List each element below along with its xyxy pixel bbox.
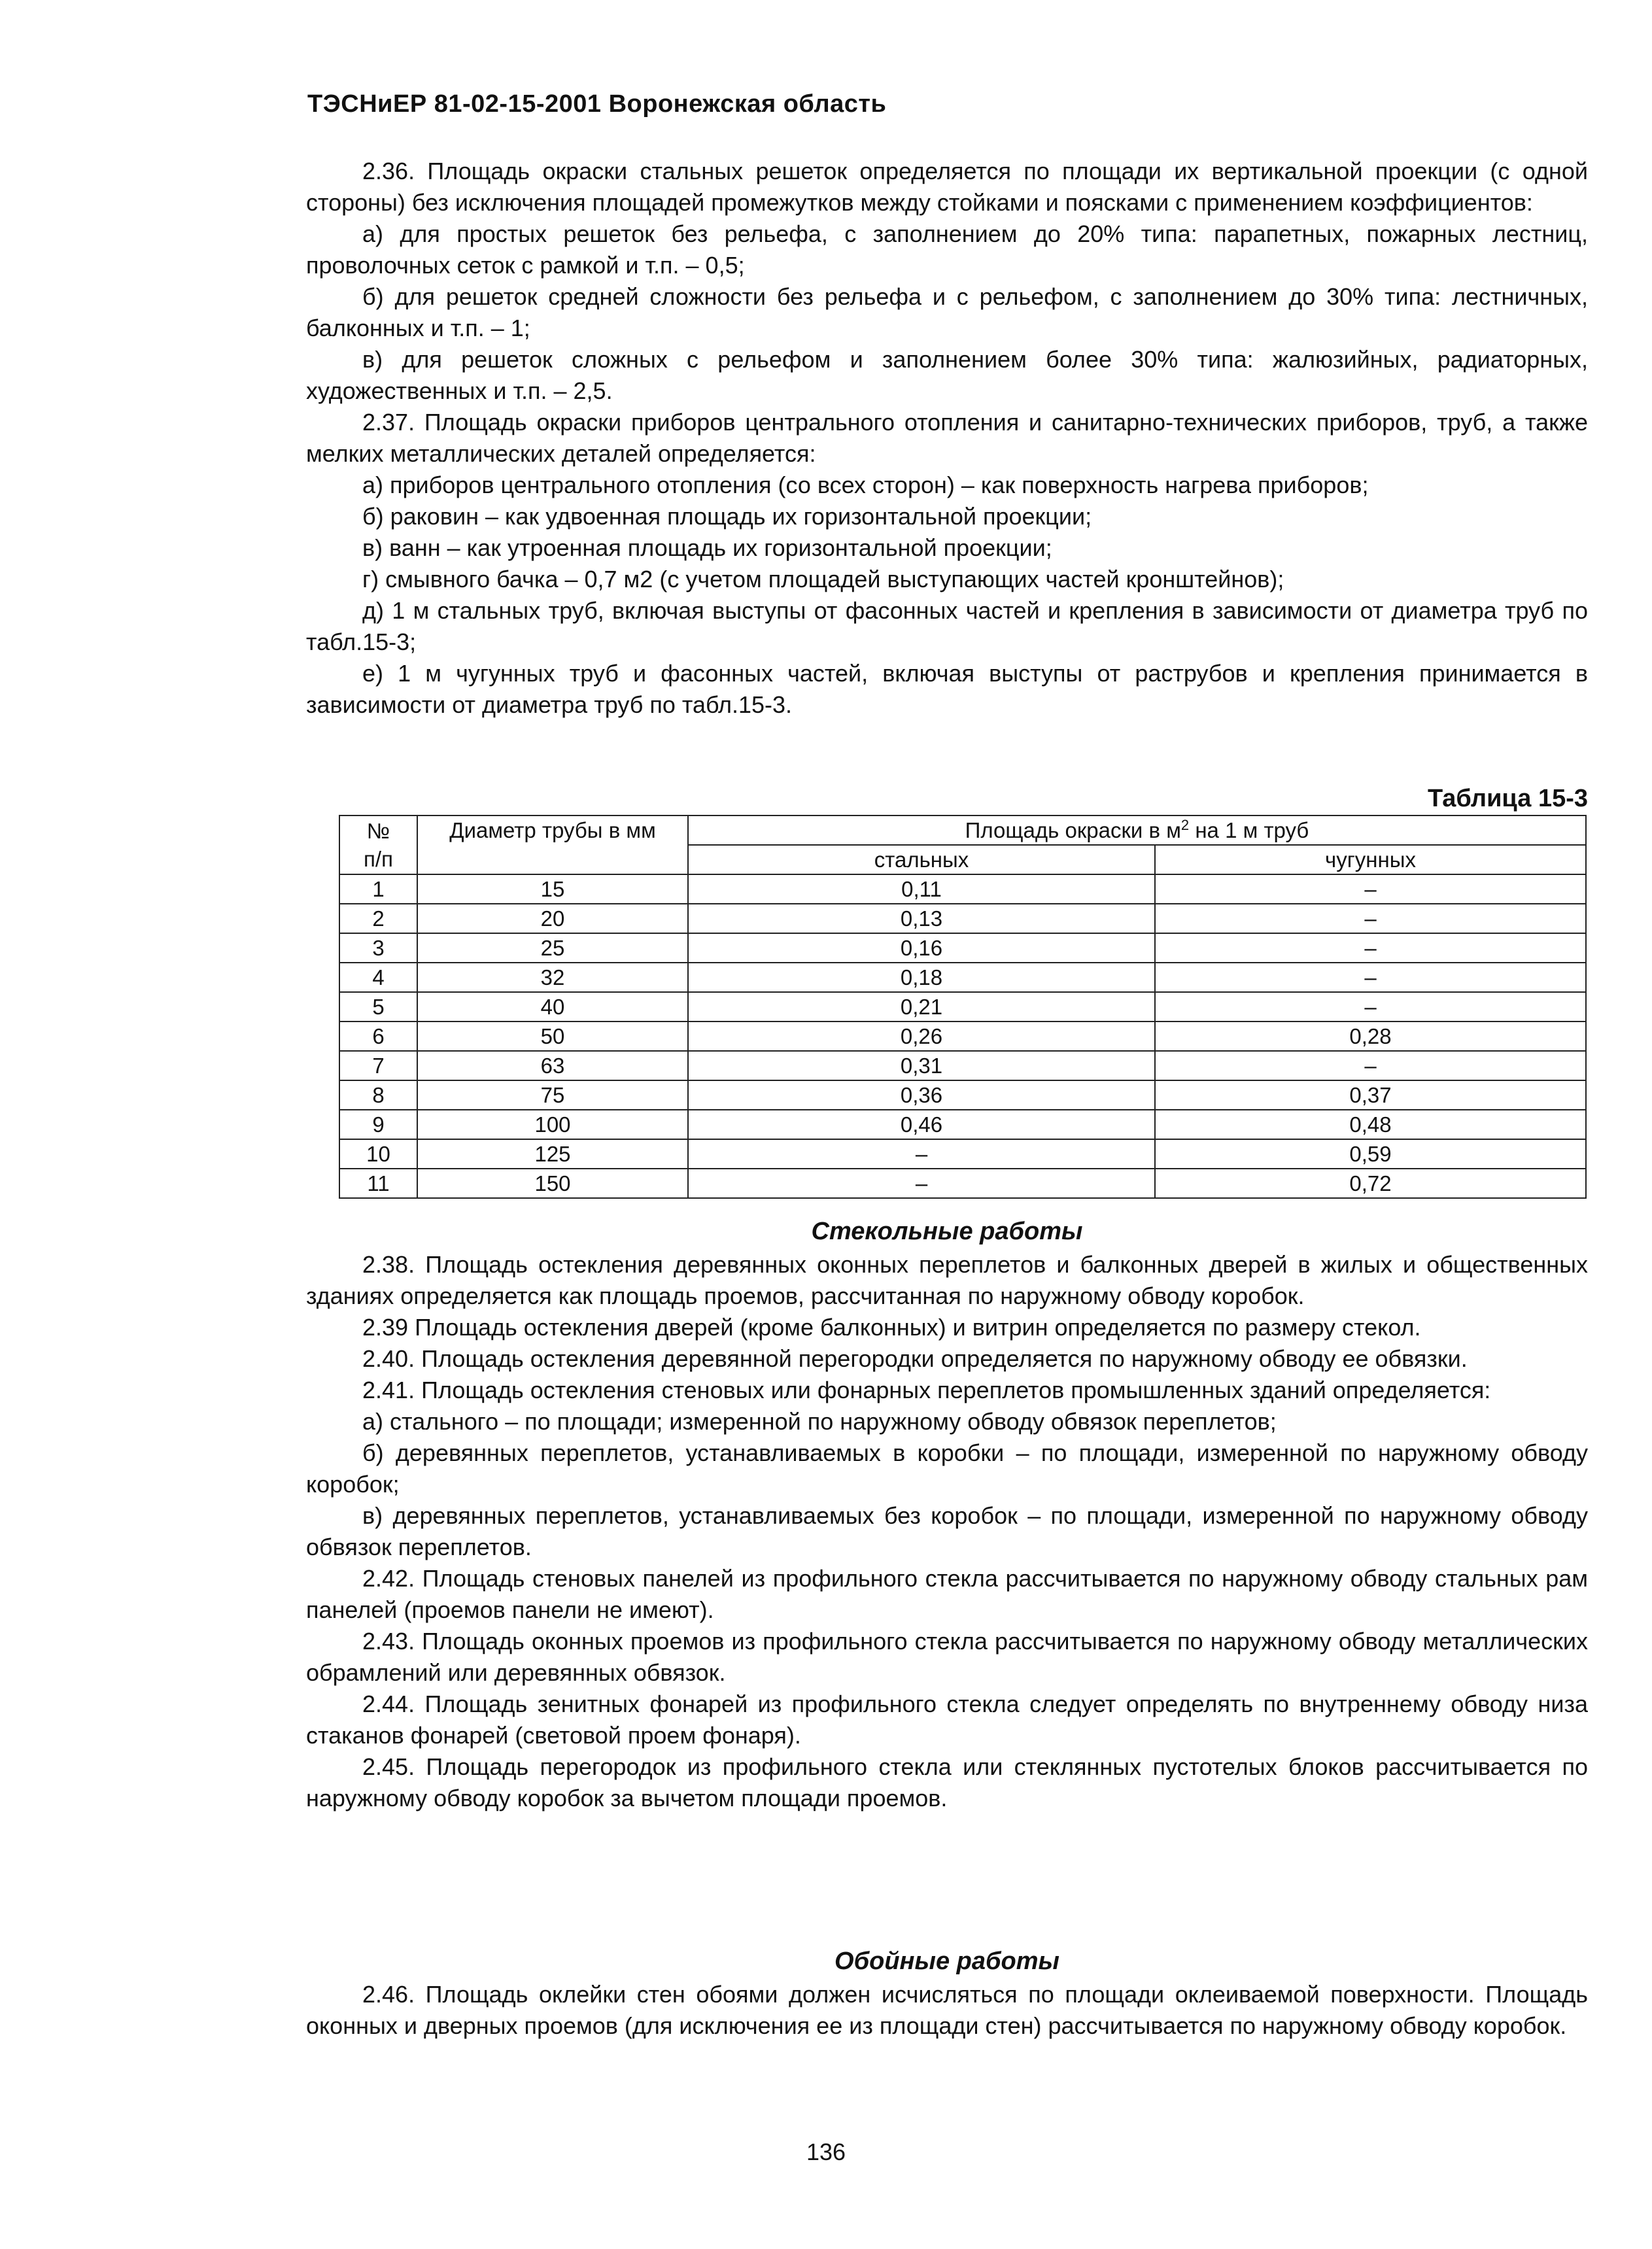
row-number-cell: 1 bbox=[339, 874, 417, 904]
paragraph-2-41-v: в) деревянных переплетов, устанавливаемых без коробок – по площади, измеренной по наружному обводу обвязок переплетов. bbox=[306, 1502, 1588, 1560]
header-diameter: Диаметр трубы в мм bbox=[417, 815, 688, 874]
diameter-cell: 50 bbox=[417, 1021, 688, 1051]
wallpaper-section-text bbox=[306, 1979, 1588, 2042]
cast-iron-area-cell: – bbox=[1155, 1051, 1586, 1080]
running-header: ТЭСНиЕР 81-02-15-2001 Воронежская область bbox=[307, 90, 887, 118]
glass-section-title: Стекольные работы bbox=[811, 1218, 1083, 1245]
paragraph-2-42: 2.42. Площадь стеновых панелей из профильного стекла рассчитывается по наружному обводу стальных рам панелей (проемов панели не имеют). bbox=[306, 1565, 1588, 1623]
cast-iron-area-cell: – bbox=[1155, 963, 1586, 992]
paragraph-2-45: 2.45. Площадь перегородок из профильного стекла или стеклянных пустотелых блоков рассчитывается по наружному обводу коробок за вычетом площади проемов. bbox=[306, 1753, 1588, 1811]
steel-area-cell: 0,46 bbox=[688, 1110, 1155, 1139]
table-row bbox=[339, 1139, 1586, 1169]
wallpaper-section-title: Обойные работы bbox=[835, 1948, 1059, 1975]
steel-area-cell: 0,31 bbox=[688, 1051, 1155, 1080]
header-num-line2: п/п bbox=[364, 847, 393, 871]
paragraph-2-37: 2.37. Площадь окраски приборов центрального отопления и санитарно-технических приборов, труб, а также мелких металлических деталей определяется: bbox=[306, 409, 1588, 467]
diameter-cell: 150 bbox=[417, 1169, 688, 1198]
row-number-cell: 5 bbox=[339, 992, 417, 1021]
glass-section-text bbox=[306, 1249, 1588, 1814]
steel-area-cell: 0,13 bbox=[688, 904, 1155, 933]
paragraph-2-36-a: а) для простых решеток без рельефа, с заполнением до 20% типа: парапетных, пожарных лестниц, проволочных сеток с рамкой и т.п. – 0,5; bbox=[306, 220, 1588, 279]
paragraph-2-44: 2.44. Площадь зенитных фонарей из профильного стекла следует определять по внутреннему обводу низа стаканов фонарей (световой проем фонаря). bbox=[306, 1691, 1588, 1749]
paragraph-2-41: 2.41. Площадь остекления стеновых или фонарных переплетов промышленных зданий определяется: bbox=[362, 1377, 1491, 1403]
table-body bbox=[339, 874, 1586, 1198]
diameter-cell: 75 bbox=[417, 1080, 688, 1110]
header-area-prefix: Площадь окраски в м bbox=[965, 818, 1181, 842]
cast-iron-area-cell: 0,48 bbox=[1155, 1110, 1586, 1139]
paragraph-2-36-b: б) для решеток средней сложности без рельефа и с рельефом, с заполнением до 30% типа: лестничных, балконных и т.п. – 1; bbox=[306, 283, 1588, 341]
header-area-suffix: на 1 м труб bbox=[1189, 818, 1309, 842]
paragraph-2-40: 2.40. Площадь остекления деревянной перегородки определяется по наружному обводу ее обвязки. bbox=[362, 1345, 1468, 1372]
cast-iron-area-cell: 0,28 bbox=[1155, 1021, 1586, 1051]
steel-area-cell: 0,36 bbox=[688, 1080, 1155, 1110]
cast-iron-area-cell: 0,59 bbox=[1155, 1139, 1586, 1169]
steel-area-cell: 0,11 bbox=[688, 874, 1155, 904]
cast-iron-area-cell: – bbox=[1155, 874, 1586, 904]
table-row bbox=[339, 992, 1586, 1021]
row-number-cell: 8 bbox=[339, 1080, 417, 1110]
steel-area-cell: – bbox=[688, 1169, 1155, 1198]
diameter-cell: 20 bbox=[417, 904, 688, 933]
table-row bbox=[339, 963, 1586, 992]
table-row bbox=[339, 1021, 1586, 1051]
table-row bbox=[339, 1051, 1586, 1080]
row-number-cell: 9 bbox=[339, 1110, 417, 1139]
cast-iron-area-cell: 0,37 bbox=[1155, 1080, 1586, 1110]
diameter-cell: 125 bbox=[417, 1139, 688, 1169]
cast-iron-area-cell: 0,72 bbox=[1155, 1169, 1586, 1198]
diameter-cell: 63 bbox=[417, 1051, 688, 1080]
table-row bbox=[339, 874, 1586, 904]
paragraph-2-39: 2.39 Площадь остекления дверей (кроме балконных) и витрин определяется по размеру стекол. bbox=[362, 1314, 1421, 1341]
header-area-sup: 2 bbox=[1180, 817, 1190, 833]
page-number: 136 bbox=[806, 2138, 846, 2165]
paragraph-2-37-g: г) смывного бачка – 0,7 м2 (с учетом площадей выступающих частей кронштейнов); bbox=[362, 566, 1284, 592]
row-number-cell: 2 bbox=[339, 904, 417, 933]
row-number-cell: 11 bbox=[339, 1169, 417, 1198]
steel-area-cell: 0,18 bbox=[688, 963, 1155, 992]
paragraph-2-37-e: е) 1 м чугунных труб и фасонных частей, включая выступы от раструбов и крепления принимается в зависимости от диаметра труб по табл.15-3. bbox=[306, 660, 1588, 718]
header-area bbox=[688, 815, 1586, 845]
paragraph-2-37-a: а) приборов центрального отопления (со всех сторон) – как поверхность нагрева приборов; bbox=[362, 472, 1369, 498]
steel-area-cell: – bbox=[688, 1139, 1155, 1169]
paragraph-2-38: 2.38. Площадь остекления деревянных оконных переплетов и балконных дверей в жилых и общественных зданиях определяется как площадь проемов, рассчитанная по наружному обводу коробок. bbox=[306, 1251, 1588, 1309]
cast-iron-area-cell: – bbox=[1155, 933, 1586, 963]
paragraph-2-37-d: д) 1 м стальных труб, включая выступы от фасонных частей и крепления в зависимости от диаметра труб по табл.15-3; bbox=[306, 597, 1588, 655]
table-row bbox=[339, 904, 1586, 933]
table-row bbox=[339, 1110, 1586, 1139]
diameter-cell: 40 bbox=[417, 992, 688, 1021]
paragraph-2-37-v: в) ванн – как утроенная площадь их горизонтальной проекции; bbox=[362, 534, 1052, 561]
paragraph-2-37-b: б) раковин – как удвоенная площадь их горизонтальной проекции; bbox=[362, 503, 1092, 530]
header-cast-iron: чугунных bbox=[1155, 845, 1586, 874]
row-number-cell: 10 bbox=[339, 1139, 417, 1169]
painting-section-text bbox=[306, 156, 1588, 721]
diameter-cell: 25 bbox=[417, 933, 688, 963]
steel-area-cell: 0,16 bbox=[688, 933, 1155, 963]
paragraph-2-43: 2.43. Площадь оконных проемов из профильного стекла рассчитывается по наружному обводу металлических обрамлений или деревянных обвязок. bbox=[306, 1628, 1588, 1686]
pipe-paint-area-table bbox=[339, 815, 1587, 1199]
header-num-line1: № bbox=[366, 819, 390, 843]
cast-iron-area-cell: – bbox=[1155, 904, 1586, 933]
table-row bbox=[339, 1169, 1586, 1198]
paragraph-2-41-a: а) стального – по площади; измеренной по наружному обводу обвязок переплетов; bbox=[362, 1408, 1277, 1435]
steel-area-cell: 0,21 bbox=[688, 992, 1155, 1021]
row-number-cell: 4 bbox=[339, 963, 417, 992]
row-number-cell: 6 bbox=[339, 1021, 417, 1051]
table-caption: Таблица 15-3 bbox=[1428, 785, 1588, 812]
header-num bbox=[339, 815, 417, 874]
diameter-cell: 15 bbox=[417, 874, 688, 904]
paragraph-2-41-b: б) деревянных переплетов, устанавливаемых в коробки – по площади, измеренной по наружному обводу коробок; bbox=[306, 1439, 1588, 1498]
cast-iron-area-cell: – bbox=[1155, 992, 1586, 1021]
header-steel: стальных bbox=[688, 845, 1155, 874]
paragraph-2-36-v: в) для решеток сложных с рельефом и заполнением более 30% типа: жалюзийных, радиаторных, художественных и т.п. – 2,5. bbox=[306, 346, 1588, 404]
paragraph-2-46: 2.46. Площадь оклейки стен обоями должен исчисляться по площади оклеиваемой поверхности. Площадь оконных и дверных проемов (для исключения ее из площади стен) рассчитывается по наружному обводу коробок. bbox=[306, 1981, 1588, 2039]
table-row bbox=[339, 1080, 1586, 1110]
table-row bbox=[339, 933, 1586, 963]
diameter-cell: 32 bbox=[417, 963, 688, 992]
diameter-cell: 100 bbox=[417, 1110, 688, 1139]
row-number-cell: 3 bbox=[339, 933, 417, 963]
row-number-cell: 7 bbox=[339, 1051, 417, 1080]
paragraph-2-36: 2.36. Площадь окраски стальных решеток определяется по площади их вертикальной проекции (с одной стороны) без исключения площадей промежутков между стойками и поясками с применением коэффициентов: bbox=[306, 158, 1588, 216]
steel-area-cell: 0,26 bbox=[688, 1021, 1155, 1051]
